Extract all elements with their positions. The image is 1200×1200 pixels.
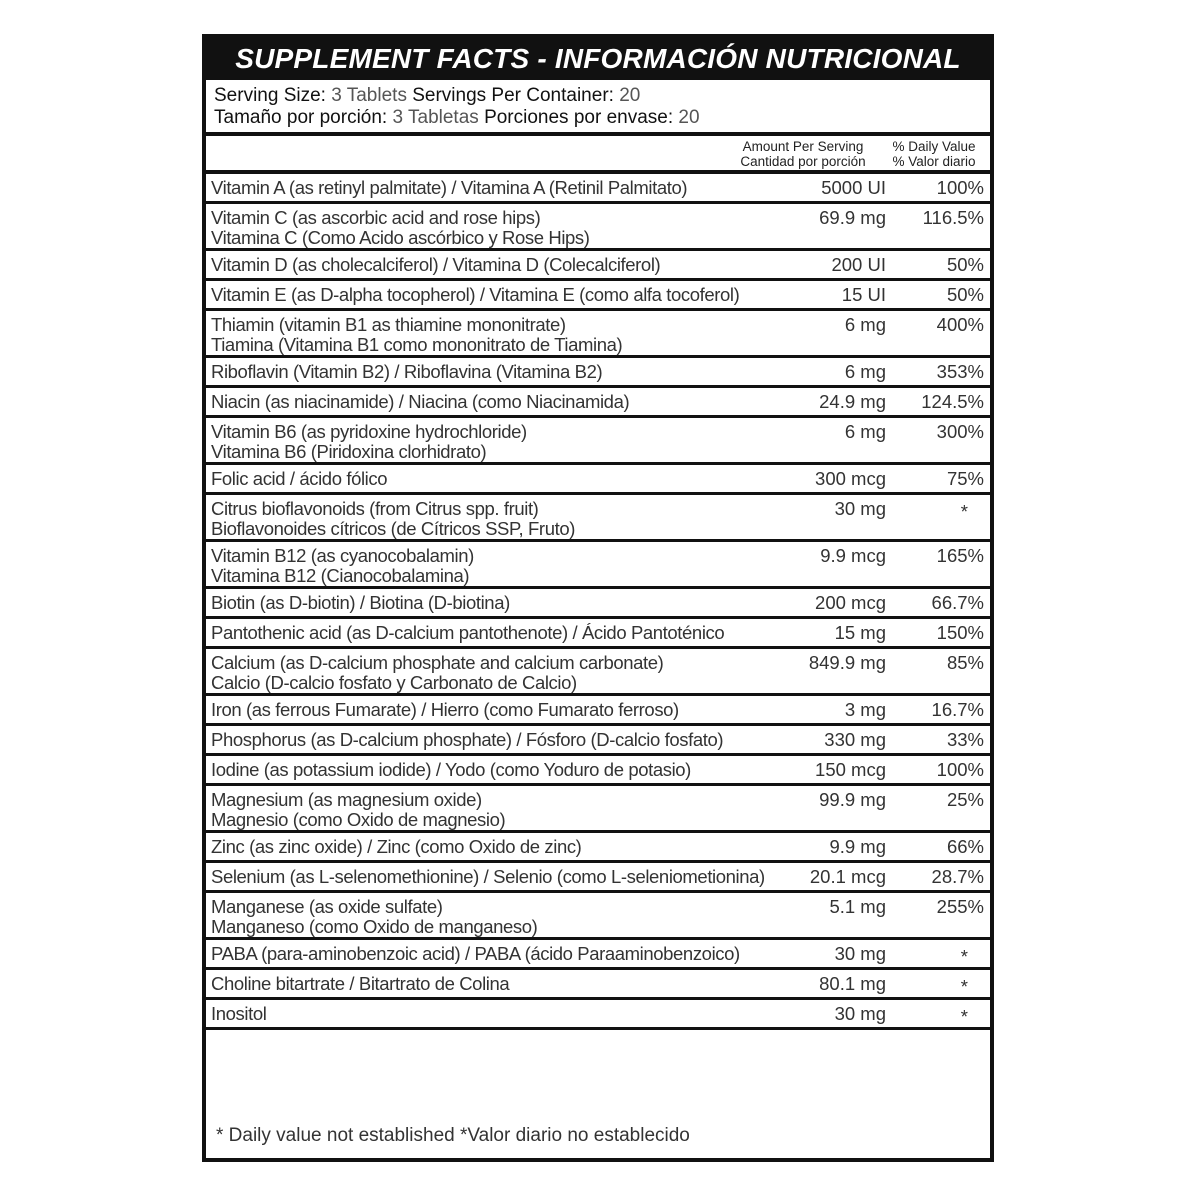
nutrient-daily-value: 116.5% xyxy=(922,207,984,228)
nutrient-name xyxy=(206,174,798,201)
nutrient-name-line1: Phosphorus (as D-calcium phosphate) / Fósforo (D-calcio fosfato) xyxy=(211,729,724,750)
nutrient-daily-value: 50% xyxy=(946,284,984,305)
serving-line-en xyxy=(214,85,990,107)
supplement-facts-label xyxy=(202,34,994,1162)
amount-header-es: Cantidad por porción xyxy=(740,154,866,169)
nutrient-amount: 5000 UI xyxy=(821,177,886,198)
nutrient-name-line1: Selenium (as L-selenomethionine) / Selenio (como L-seleniometionina) xyxy=(211,866,765,887)
nutrient-daily-value: 255% xyxy=(936,896,984,917)
nutrient-name xyxy=(206,970,798,997)
nutrient-amount: 30 mg xyxy=(834,498,886,519)
nutrient-name-line1: Magnesium (as magnesium oxide) xyxy=(211,789,482,810)
nutrient-row xyxy=(206,174,990,204)
nutrient-name xyxy=(206,542,798,586)
amount-column-header xyxy=(728,136,878,170)
nutrient-name-line2: Calcio (D-calcio fosfato y Carbonato de Calcio) xyxy=(211,672,577,693)
nutrient-name-line1: Vitamin A (as retinyl palmitate) / Vitamina A (Retinil Palmitato) xyxy=(211,177,688,198)
nutrient-row xyxy=(206,1000,990,1030)
nutrient-name xyxy=(206,863,798,890)
nutrient-name xyxy=(206,418,798,462)
nutrient-name-line1: Vitamin C (as ascorbic acid and rose hips) xyxy=(211,207,541,228)
nutrient-amount: 200 mcg xyxy=(815,592,886,613)
nutrient-row xyxy=(206,589,990,619)
nutrient-amount: 5.1 mg xyxy=(829,896,886,917)
nutrient-amount: 330 mg xyxy=(824,729,886,750)
nutrient-name xyxy=(206,893,798,937)
nutrient-row xyxy=(206,465,990,495)
nutrient-row xyxy=(206,204,990,251)
nutrient-daily-value: * xyxy=(960,501,968,522)
nutrient-name-line1: Niacin (as niacinamide) / Niacina (como Niacinamida) xyxy=(211,391,630,412)
nutrient-name-line2: Manganeso (como Oxido de manganeso) xyxy=(211,916,538,937)
nutrient-row xyxy=(206,495,990,542)
nutrient-daily-value: 66.7% xyxy=(931,592,984,613)
nutrient-name-line1: Iodine (as potassium iodide) / Yodo (como Yoduro de potasio) xyxy=(211,759,691,780)
nutrient-row xyxy=(206,251,990,281)
nutrient-amount: 9.9 mcg xyxy=(820,545,886,566)
nutrient-amount: 80.1 mg xyxy=(819,973,886,994)
nutrient-amount: 150 mcg xyxy=(815,759,886,780)
nutrient-name xyxy=(206,204,798,248)
servings-per-container-label-es: Porciones por envase: xyxy=(484,107,674,128)
nutrient-amount: 200 UI xyxy=(831,254,886,275)
nutrient-name-line1: Vitamin D (as cholecalciferol) / Vitamina D (Colecalciferol) xyxy=(211,254,661,275)
nutrient-row xyxy=(206,388,990,418)
nutrient-name xyxy=(206,833,798,860)
nutrient-name-line1: Citrus bioflavonoids (from Citrus spp. fruit) xyxy=(211,498,539,519)
nutrient-daily-value: 66% xyxy=(946,836,984,857)
nutrient-daily-value: 100% xyxy=(936,177,984,198)
nutrient-name xyxy=(206,495,798,539)
nutrient-daily-value: 400% xyxy=(936,314,984,335)
nutrient-name-line2: Vitamina C (Como Acido ascórbico y Rose Hips) xyxy=(211,227,590,248)
nutrient-amount: 69.9 mg xyxy=(819,207,886,228)
nutrient-amount: 30 mg xyxy=(834,1003,886,1024)
nutrient-name xyxy=(206,649,798,693)
nutrient-name xyxy=(206,311,798,355)
nutrient-daily-value: 75% xyxy=(946,468,984,489)
nutrient-daily-value: 16.7% xyxy=(931,699,984,720)
nutrient-amount: 849.9 mg xyxy=(808,652,886,673)
nutrient-name-line1: Pantothenic acid (as D-calcium pantothenote) / Ácido Pantoténico xyxy=(211,622,725,643)
nutrient-row xyxy=(206,970,990,1000)
nutrient-row xyxy=(206,833,990,863)
nutrient-name xyxy=(206,696,798,723)
nutrient-name-line2: Tiamina (Vitamina B1 como mononitrato de Tiamina) xyxy=(211,334,623,355)
nutrient-row xyxy=(206,696,990,726)
nutrient-row xyxy=(206,311,990,358)
nutrient-daily-value: 85% xyxy=(946,652,984,673)
nutrient-row xyxy=(206,893,990,940)
nutrient-name-line2: Vitamina B12 (Cianocobalamina) xyxy=(211,565,470,586)
nutrient-name xyxy=(206,388,798,415)
nutrient-daily-value: 353% xyxy=(936,361,984,382)
nutrient-row xyxy=(206,863,990,893)
nutrient-name-line1: Vitamin B12 (as cyanocobalamin) xyxy=(211,545,474,566)
dv-header-es: % Valor diario xyxy=(892,154,976,169)
nutrient-daily-value: * xyxy=(960,976,968,997)
nutrient-daily-value: 150% xyxy=(936,622,984,643)
nutrient-amount: 3 mg xyxy=(844,699,886,720)
nutrient-daily-value: 28.7% xyxy=(931,866,984,887)
nutrient-name xyxy=(206,589,798,616)
nutrient-amount: 30 mg xyxy=(834,943,886,964)
nutrient-row xyxy=(206,726,990,756)
serving-info xyxy=(206,80,990,136)
label-title: SUPPLEMENT FACTS - INFORMACIÓN NUTRICIONAL xyxy=(206,38,990,80)
nutrient-table xyxy=(206,174,990,1118)
nutrient-name-line1: Riboflavin (Vitamin B2) / Riboflavina (Vitamina B2) xyxy=(211,361,603,382)
serving-size-value-es: 3 Tabletas xyxy=(392,107,479,128)
nutrient-name-line2: Bioflavonoides cítricos (de Cítricos SSP, Fruto) xyxy=(211,518,575,539)
nutrient-name-line1: Choline bitartrate / Bitartrato de Colina xyxy=(211,973,510,994)
nutrient-name xyxy=(206,251,798,278)
nutrient-name xyxy=(206,281,798,308)
nutrient-row xyxy=(206,542,990,589)
nutrient-amount: 9.9 mg xyxy=(829,836,886,857)
nutrient-amount: 99.9 mg xyxy=(819,789,886,810)
nutrient-name-line2: Vitamina B6 (Piridoxina clorhidrato) xyxy=(211,441,487,462)
nutrient-daily-value: 50% xyxy=(946,254,984,275)
nutrient-daily-value: 165% xyxy=(936,545,984,566)
nutrient-daily-value: * xyxy=(960,1006,968,1027)
nutrient-amount: 15 mg xyxy=(834,622,886,643)
nutrient-name xyxy=(206,786,798,830)
nutrient-amount: 6 mg xyxy=(844,314,886,335)
nutrient-name-line1: PABA (para-aminobenzoic acid) / PABA (ácido Paraaminobenzoico) xyxy=(211,943,740,964)
nutrient-name xyxy=(206,756,798,783)
nutrient-name-line1: Vitamin B6 (as pyridoxine hydrochloride) xyxy=(211,421,527,442)
dv-header-en: % Daily Value xyxy=(892,139,976,154)
footnote: * Daily value not established *Valor diario no establecido xyxy=(216,1125,690,1146)
nutrient-row xyxy=(206,281,990,311)
nutrient-name xyxy=(206,465,798,492)
nutrient-name-line1: Inositol xyxy=(211,1003,267,1024)
nutrient-row xyxy=(206,940,990,970)
nutrient-daily-value: 100% xyxy=(936,759,984,780)
nutrient-name xyxy=(206,940,798,967)
daily-value-column-header xyxy=(878,136,990,170)
nutrient-name-line1: Iron (as ferrous Fumarate) / Hierro (como Fumarato ferroso) xyxy=(211,699,679,720)
nutrient-amount: 24.9 mg xyxy=(819,391,886,412)
nutrient-row xyxy=(206,756,990,786)
nutrient-name-line1: Folic acid / ácido fólico xyxy=(211,468,388,489)
nutrient-daily-value: 33% xyxy=(946,729,984,750)
nutrient-amount: 20.1 mcg xyxy=(809,866,886,887)
nutrient-row xyxy=(206,418,990,465)
nutrient-row xyxy=(206,786,990,833)
serving-size-value: 3 Tablets xyxy=(331,85,407,106)
servings-per-container-value: 20 xyxy=(619,85,641,106)
nutrient-amount: 6 mg xyxy=(844,361,886,382)
nutrient-amount: 300 mcg xyxy=(815,468,886,489)
nutrient-daily-value: 25% xyxy=(946,789,984,810)
nutrient-name-line2: Magnesio (como Oxido de magnesio) xyxy=(211,809,506,830)
servings-per-container-value-es: 20 xyxy=(678,107,700,128)
nutrient-daily-value: * xyxy=(960,946,968,967)
nutrient-name xyxy=(206,726,798,753)
nutrient-row xyxy=(206,358,990,388)
nutrient-amount: 6 mg xyxy=(844,421,886,442)
nutrient-name-line1: Thiamin (vitamin B1 as thiamine mononitrate) xyxy=(211,314,566,335)
nutrient-name xyxy=(206,1000,798,1027)
nutrient-daily-value: 300% xyxy=(936,421,984,442)
serving-size-label: Serving Size: xyxy=(214,85,326,106)
nutrient-daily-value: 124.5% xyxy=(921,391,984,412)
nutrient-name-line1: Manganese (as oxide sulfate) xyxy=(211,896,443,917)
nutrient-name-line1: Calcium (as D-calcium phosphate and calcium carbonate) xyxy=(211,652,664,673)
nutrient-name-line1: Vitamin E (as D-alpha tocopherol) / Vitamina E (como alfa tocoferol) xyxy=(211,284,740,305)
column-headers xyxy=(206,136,990,174)
amount-header-en: Amount Per Serving xyxy=(742,139,864,154)
nutrient-name-line1: Biotin (as D-biotin) / Biotina (D-biotina) xyxy=(211,592,510,613)
serving-size-label-es: Tamaño por porción: xyxy=(214,107,388,128)
nutrient-name-line1: Zinc (as zinc oxide) / Zinc (como Oxido de zinc) xyxy=(211,836,582,857)
nutrient-amount: 15 UI xyxy=(841,284,886,305)
nutrient-row xyxy=(206,619,990,649)
nutrient-row xyxy=(206,649,990,696)
nutrient-name xyxy=(206,358,798,385)
nutrient-name xyxy=(206,619,798,646)
serving-line-es xyxy=(214,107,990,129)
servings-per-container-label: Servings Per Container: xyxy=(412,85,614,106)
